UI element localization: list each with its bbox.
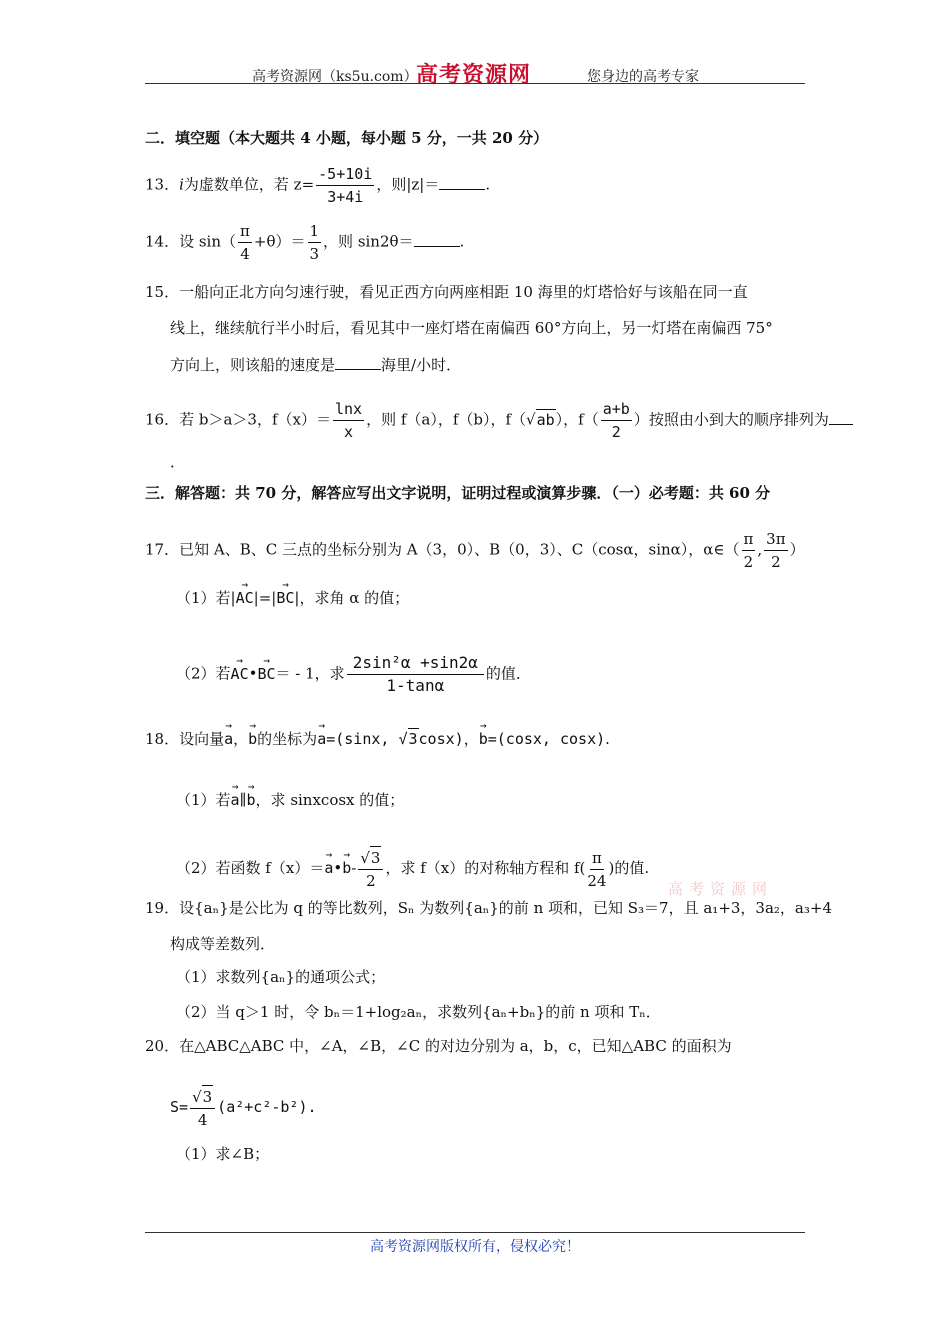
q18-sqrt: 3 — [408, 730, 418, 748]
q15-line3b: 海里/小时． — [381, 356, 462, 374]
q14-f2-den: 3 — [309, 245, 320, 263]
q18-den-2: 2 — [366, 872, 376, 890]
q13-i: i — [179, 175, 184, 194]
q18-p2b: ，求 f（x）的对称轴方程和 f( — [385, 859, 586, 877]
vector-b-4: → b — [342, 858, 351, 878]
q18-f-num: π — [590, 847, 604, 870]
q14-blank — [414, 232, 460, 247]
q13-blank — [439, 175, 485, 190]
q19-part2: （2）当 q＞1 时，令 bₙ＝1+log₂aₙ，求数列{aₙ+bₙ}的前 n 项和 Tₙ． — [176, 1003, 661, 1021]
q14-f1-den: 4 — [240, 245, 250, 263]
q18-sep-2: ， — [463, 730, 479, 748]
q18-mid: 的坐标为 — [257, 730, 318, 748]
q17-part2: （2）若→ AC•→ BC＝ - 1，求 $\frac{\text{2sin²α +sin2α}}{1-\tan\alpha}$ 的值． — [176, 652, 531, 697]
q17-main: 17．已知 A、B、C 三点的坐标分别为 A（3，0）、B（0，3）、C（cosα，sinα），α∈（ — [145, 540, 740, 559]
header-rule — [145, 83, 805, 84]
q14-mid: +θ）＝ — [253, 232, 306, 251]
section2-title: 二．填空题（本大题共 4 小题，每小题 5 分，一共 20 分） — [145, 129, 549, 147]
q20-sqrt: 3 — [202, 1085, 214, 1108]
question-18: 18．设向量→ a，→ b的坐标为→ a=(sinx, √3cosx)，→ b=(cosx, cosx). — [145, 728, 610, 749]
q17-close: ） — [789, 540, 805, 559]
q13-end: . — [485, 175, 491, 194]
question-16: 16．若 b＞a＞3，f（x）＝ $\frac{\ln x}{x}$ ，则 f（a），f（b），f（√ab），f（ $\frac{a+b}{2}$ ）按照由小到大的顺序排列为 — [145, 398, 853, 443]
q18-sqrt-2: 3 — [370, 846, 382, 869]
q14-pre: 设 sin（ — [179, 232, 237, 251]
q17-f1-den: 2 — [743, 553, 754, 571]
q16-f1-num: lnx — [333, 398, 364, 421]
q17-f1-num: π — [742, 528, 756, 551]
q18-f-den: 24 — [587, 871, 607, 890]
q17-fraction-2 — [764, 528, 787, 573]
q15-line3a: 方向上，则该船的速度是 — [170, 356, 336, 374]
section3-title: 三．解答题：共 70 分，解答应写出文字说明，证明过程或演算步骤．（一）必考题：共 60 分 — [145, 484, 771, 502]
q16-end: ． — [170, 453, 186, 471]
q18-main: 18．设向量 — [145, 730, 225, 748]
q15-blank — [335, 355, 381, 370]
vector-bc-2: → BC — [257, 664, 275, 684]
q14-fraction-2 — [308, 220, 322, 265]
q17-p2-num: 2sin²α +sin2α — [347, 652, 484, 675]
q18-p2c: )的值. — [608, 859, 650, 877]
vector-a-4: → a — [324, 858, 333, 878]
q18-p1a: （1）若 — [176, 791, 231, 809]
q13-frac-num: -5+10i — [316, 163, 374, 186]
header-left: 高考资源网（ks5u.com） — [252, 69, 418, 85]
q17-p2a: （2）若 — [176, 664, 231, 683]
question-14 — [145, 220, 464, 265]
q20-part1: （1）求∠B； — [176, 1145, 270, 1163]
q18-fraction-2 — [587, 847, 606, 892]
q18-p1b: ，求 sinxcosx 的值； — [255, 791, 405, 809]
q13-number: 13． — [145, 175, 180, 194]
vector-ac-2: → AC — [231, 664, 249, 684]
q17-p1c: |，求角 α 的值； — [294, 589, 410, 607]
vector-ac: → AC — [236, 588, 254, 608]
q14-f1-num: π — [238, 220, 252, 243]
vector-b-3: → b — [247, 790, 256, 810]
vector-bc: → BC — [276, 588, 294, 608]
footer-text: 高考资源网版权所有，侵权必究！ — [370, 1239, 580, 1255]
brand-logo: 高考资源网 — [416, 62, 532, 88]
vector-b: → b — [248, 729, 257, 749]
q16-f1-den: x — [344, 423, 354, 441]
q15-line3 — [170, 355, 461, 375]
q20-expr: (a²+c²-b²). — [217, 1098, 317, 1116]
q16-mid: ，则 f（a），f（b），f（ — [366, 410, 527, 429]
q20-formula — [170, 1085, 317, 1131]
vector-a-2: → a — [317, 729, 326, 749]
q18-part1 — [176, 790, 404, 810]
q20-den: 4 — [197, 1111, 208, 1129]
q19-line1: 19．设{aₙ}是公比为 q 的等比数列，Sₙ 为数列{aₙ}的前 n 项和，已知 S₃＝7，且 a₁+3，3a₂，a₃+4 — [145, 899, 832, 917]
q17-p2b: ＝ - 1，求 — [275, 664, 345, 683]
q13-fraction — [316, 163, 374, 208]
q15-line1: 15．一船向正北方向匀速行驶，看见正西方向两座相距 10 海里的灯塔恰好与该船在同一直 — [145, 283, 748, 301]
q17-p2-den: 1-tanα — [386, 676, 445, 695]
q18-sep: ， — [233, 730, 249, 748]
footer-rule — [145, 1232, 805, 1233]
parallel-symbol: ∥ — [239, 791, 247, 809]
minus-symbol: - — [351, 859, 357, 877]
q16-post: ）按照由小到大的顺序排列为 — [633, 410, 829, 429]
q19-part1: （1）求数列{aₙ}的通项公式； — [176, 968, 386, 986]
q17-fraction-1 — [742, 528, 756, 573]
q16-pre: 16．若 b＞a＞3，f（x）＝ — [145, 410, 331, 429]
q18-bcoord: =(cosx, cosx) — [487, 730, 606, 748]
dot-symbol: • — [333, 859, 343, 877]
q13-post: ，则|z|＝ — [376, 175, 440, 194]
question-13 — [145, 163, 490, 208]
q14-f2-num: 1 — [308, 220, 322, 243]
q16-sqrt: ab — [536, 410, 555, 429]
q17-p1a: （1）若| — [176, 589, 236, 607]
q17-f2-den: 2 — [771, 553, 781, 571]
q14-fraction-1 — [238, 220, 252, 265]
q18-part2 — [176, 846, 649, 892]
q20-s: S= — [170, 1098, 189, 1116]
watermark: 高考资源网 — [668, 880, 774, 898]
vector-a: → a — [224, 729, 233, 749]
q17-f2-num: 3π — [764, 528, 787, 551]
q17-fraction-3 — [347, 652, 484, 697]
q16-mid2: ），f（ — [555, 410, 599, 429]
q19-line2: 构成等差数列． — [170, 935, 276, 953]
q18-end: . — [605, 730, 610, 748]
vector-b-2: → b — [479, 729, 488, 749]
q14-post: ，则 sin2θ＝ — [323, 232, 414, 251]
q16-f2-num: a+b — [601, 398, 632, 421]
q13-pre: 为虚数单位，若 z= — [183, 175, 315, 194]
q17-part1 — [176, 588, 409, 608]
q17-p2c: 的值． — [485, 664, 531, 683]
q15-line2: 线上，继续航行半小时后，看见其中一座灯塔在南偏西 60°方向上，另一灯塔在南偏西 75° — [170, 319, 773, 337]
question-17: 17．已知 A、B、C 三点的坐标分别为 A（3，0）、B（0，3）、C（cosα，sinα），α∈（ $\frac{\pi}{2}$ , $\frac{3\pi}{2}$ ） — [145, 530, 805, 571]
vector-a-3: → a — [231, 790, 240, 810]
q14-number: 14． — [145, 232, 180, 251]
q18-acoord: =(sinx, — [326, 730, 399, 748]
q14-end: . — [459, 232, 465, 251]
q16-fraction-1 — [333, 398, 364, 443]
q16-fraction-2 — [601, 398, 632, 443]
q18-p2a: （2）若函数 f（x）＝ — [176, 859, 325, 877]
q16-blank — [829, 410, 853, 425]
q20-line1: 20．在△ABC△ABC 中，∠A，∠B，∠C 的对边分别为 a，b，c，已知△ABC 的面积为 — [145, 1037, 732, 1055]
q18-acoord2: cosx) — [418, 730, 464, 748]
q17-p1b: |=| — [253, 589, 277, 607]
q13-frac-den: 3+4i — [327, 188, 364, 206]
q20-fraction: $\frac{√3}{4}$ — [190, 1085, 215, 1131]
q18-fraction-1: $\frac{√3}{2}$ — [358, 846, 383, 892]
header-right: 您身边的高考专家 — [587, 69, 699, 85]
q16-f2-den: 2 — [611, 423, 621, 441]
